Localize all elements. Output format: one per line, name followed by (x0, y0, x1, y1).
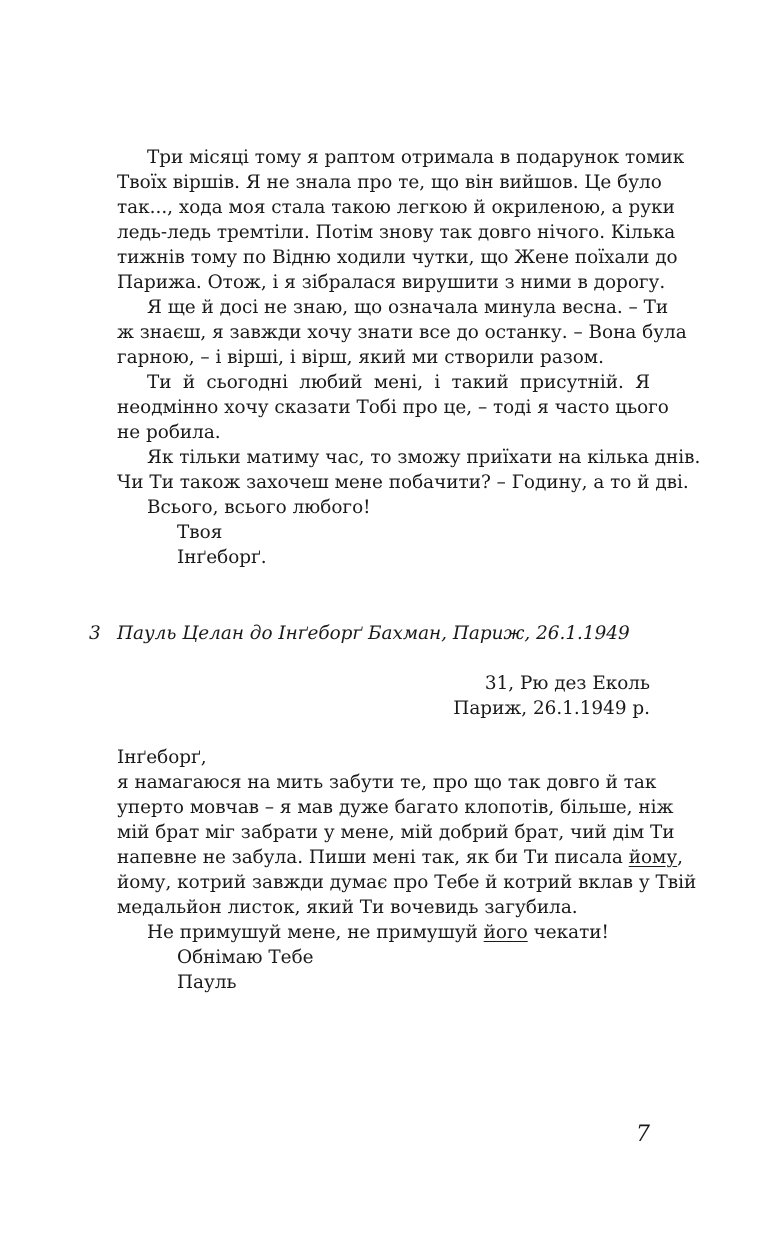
text-line: Ти й сьогодні любий мені, і такий присутній. Я (147, 372, 650, 393)
text-line: Твоїх віршів. Я не знала про те, що він вийшов. Це було (117, 172, 662, 193)
letter-heading (89, 621, 630, 647)
text-line: медальйон листок, який Ти вочевидь загубила. (117, 897, 578, 918)
underlined-word: його (483, 922, 528, 943)
text-span: напевне не забула. Пиши мені так, як би Ти писала (117, 847, 623, 868)
letter-3-address (117, 671, 650, 721)
closing-line: Обнімаю Тебе (177, 947, 314, 968)
letter-title: Пауль Целан до Інґеборґ Бахман, Париж, 26.1.1949 (117, 623, 630, 644)
underlined-word: йому (628, 847, 678, 868)
signature: Пауль (177, 972, 237, 993)
text-line: Три місяці тому я раптом отримала в подарунок томик (147, 147, 685, 168)
text-line (117, 920, 650, 945)
text-line: я намагаюся на мить забути те, про що так довго й так (117, 772, 657, 793)
closing-line: Твоя (177, 522, 223, 543)
punctuation: , (677, 847, 684, 868)
text-span: чекати! (533, 922, 609, 943)
text-line: Парижа. Отож, і я зібралася вирушити з ними в дорогу. (117, 272, 666, 293)
letter-number: 3 (89, 623, 101, 644)
text-line: Чи Ти також захочеш мене побачити? – Годину, а то й дві. (117, 472, 689, 493)
text-line: ж знаєш, я завжди хочу знати все до останку. – Вона була (117, 322, 687, 343)
text-line: неодмінно хочу сказати Тобі про це, – тоді я часто цього (117, 397, 669, 418)
text-line: так..., хода моя стала такою легкою й окриленою, а руки (117, 197, 675, 218)
address-line: 31, Рю дез Еколь (484, 673, 650, 694)
text-line: Як тільки матиму час, то зможу приїхати на кілька днів. (147, 447, 701, 468)
text-line: мій брат міг забрати у мене, мій добрий брат, чий дім Ти (117, 822, 675, 843)
salutation: Інґеборґ, (117, 747, 207, 768)
text-span: Не примушуй мене, не примушуй (147, 922, 478, 943)
date-line: Париж, 26.1.1949 р. (453, 698, 650, 719)
text-line: не робила. (117, 422, 221, 443)
text-line: ледь-ледь тремтіли. Потім знову так довго нічого. Кілька (117, 222, 676, 243)
text-line: йому, котрий завжди думає про Тебе й котрий вклав у Твій (117, 872, 697, 893)
text-line: Всього, всього любого! (147, 497, 371, 518)
letter-3-text (117, 745, 697, 995)
text-line: Я ще й досі не знаю, що означала минула весна. – Ти (147, 297, 669, 318)
text-line: гарною, – і вірші, і вірш, який ми створили разом. (117, 347, 604, 368)
text-line: тижнів тому по Відню ходили чутки, що Жене поїхали до (117, 247, 678, 268)
letter-2-text (117, 145, 701, 570)
text-line (117, 845, 684, 870)
text-line: уперто мовчав – я мав дуже багато клопотів, більше, ніж (117, 797, 674, 818)
page-number: 7 (636, 1122, 650, 1147)
signature: Інґеборґ. (177, 547, 267, 568)
